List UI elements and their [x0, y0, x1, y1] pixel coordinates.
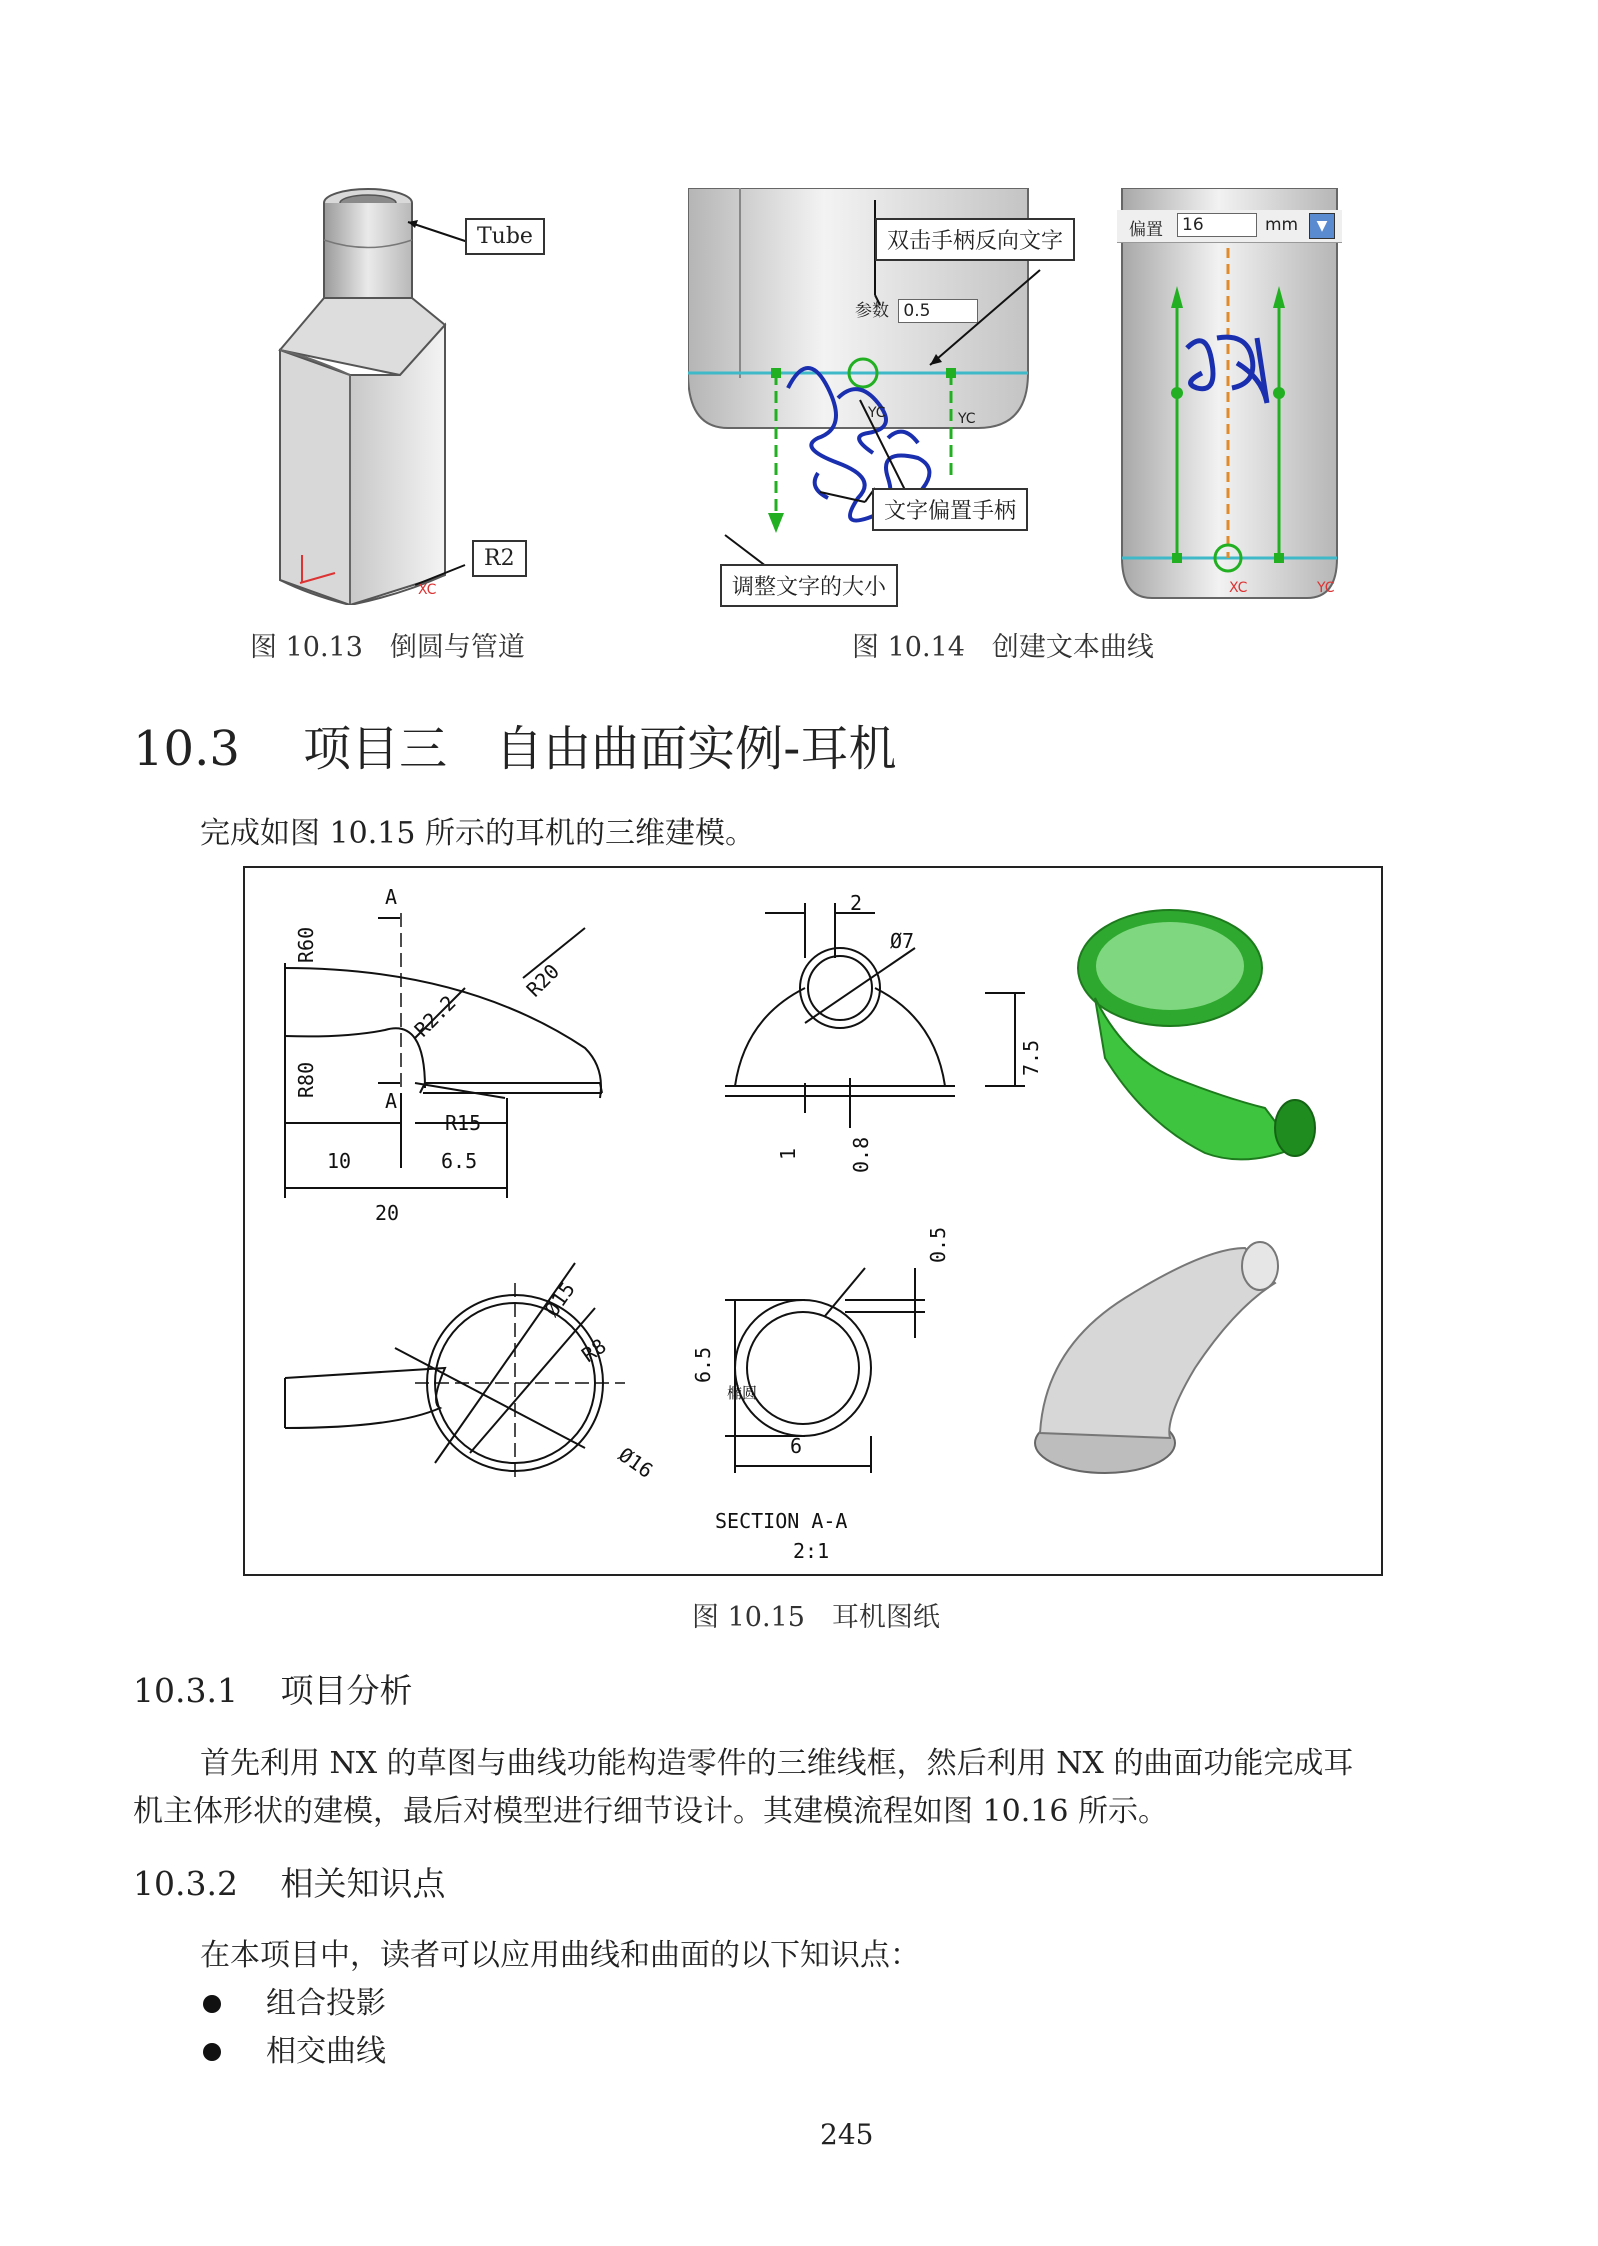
- offset-text-model-image: [1117, 188, 1342, 608]
- subsection-number: 10.3.2: [133, 1864, 238, 1903]
- subsection-heading-10-3-2: [133, 1858, 445, 1905]
- dim-r15: R15: [445, 1111, 482, 1135]
- fig-10-14-leaders: [700, 200, 1120, 620]
- dim-r20: R20: [521, 959, 565, 1002]
- figure-10-13-caption: 图 10.13 倒圆与管道: [250, 632, 525, 663]
- dim-r60: R60: [294, 926, 318, 963]
- offset-value-input[interactable]: 16: [1177, 213, 1257, 237]
- page-number: 245: [820, 2118, 874, 2151]
- dim-phi16: Ø16: [614, 1442, 658, 1483]
- xc-axis-label: XC: [418, 582, 437, 598]
- offset-toolbar: [1117, 210, 1342, 243]
- dim-a-top: A: [385, 885, 398, 909]
- section-scale: 2:1: [793, 1539, 830, 1563]
- dim-6-5-section: 6.5: [691, 1346, 715, 1383]
- dim-10: 10: [327, 1149, 352, 1173]
- callout-reverse-text: 双击手柄反向文字: [875, 218, 1075, 261]
- figure-10-15-caption: 图 10.15 耳机图纸: [692, 1602, 940, 1633]
- dim-2: 2: [850, 891, 863, 915]
- dim-7-5: 7.5: [1019, 1039, 1043, 1076]
- dim-6-5: 6.5: [441, 1149, 478, 1173]
- paragraph-analysis-line-2: 机主体形状的建模，最后对模型进行细节设计。其建模流程如图 10.16 所示。: [133, 1794, 1168, 1829]
- dim-0-5: 0.5: [926, 1226, 950, 1263]
- fig-10-13-leaders: [400, 210, 480, 590]
- subsection-title: 项目分析: [280, 1671, 413, 1710]
- paragraph-knowledge: 在本项目中，读者可以应用曲线和曲面的以下知识点：: [200, 1938, 920, 1973]
- dim-6: 6: [790, 1434, 803, 1458]
- callout-offset-handle: 文字偏置手柄: [872, 488, 1028, 531]
- param-value-input[interactable]: 0.5: [898, 299, 978, 323]
- dim-phi15: Ø15: [539, 1277, 580, 1321]
- xc-axis-label-right-panel: XC: [1229, 580, 1248, 596]
- yc-axis-label-right: YC: [958, 411, 976, 427]
- dim-a-bottom: A: [385, 1089, 398, 1113]
- figure-10-14-right: [1117, 188, 1342, 608]
- paragraph-analysis-line-1: 首先利用 NX 的草图与曲线功能构造零件的三维线框，然后利用 NX 的曲面功能完成耳: [200, 1746, 1354, 1781]
- param-label: 参数: [855, 301, 889, 321]
- subsection-title: 相关知识点: [280, 1864, 446, 1903]
- dim-ellipse: 椭圆: [727, 1384, 758, 1402]
- intro-paragraph: 完成如图 10.15 所示的耳机的三维建模。: [200, 816, 755, 851]
- dim-r2-2: R2.2: [409, 990, 461, 1042]
- section-title: 项目三 自由曲面实例-耳机: [303, 721, 897, 777]
- callout-tube: Tube: [465, 218, 545, 255]
- offset-unit: mm: [1265, 215, 1299, 235]
- green-model-image: [1078, 910, 1315, 1159]
- yc-axis-label-right-panel: YC: [1317, 580, 1335, 596]
- headphone-drawing: [245, 868, 1381, 1574]
- dim-r80: R80: [294, 1061, 318, 1098]
- dim-0-8: 0.8: [849, 1136, 873, 1173]
- figure-10-15: [243, 866, 1383, 1576]
- yc-axis-label-left: YC: [868, 405, 886, 421]
- dropdown-icon[interactable]: ▼: [1309, 213, 1335, 239]
- section-heading: [133, 710, 896, 779]
- bullet-item-1: 组合投影: [266, 1986, 386, 2021]
- dim-r8: R8: [577, 1333, 611, 1368]
- bullet-dot: [203, 2043, 221, 2061]
- figure-10-14-caption: 图 10.14 创建文本曲线: [852, 632, 1154, 663]
- subsection-number: 10.3.1: [133, 1671, 238, 1710]
- subsection-heading-10-3-1: [133, 1665, 412, 1712]
- dim-phi7: Ø7: [890, 929, 915, 953]
- callout-resize-text: 调整文字的大小: [720, 564, 898, 607]
- offset-label: 偏置: [1129, 220, 1163, 240]
- bullet-dot: [203, 1995, 221, 2013]
- section-number: 10.3: [133, 721, 240, 777]
- bullet-item-2: 相交曲线: [266, 2034, 386, 2069]
- dim-1: 1: [776, 1147, 800, 1160]
- section-label: SECTION A-A: [715, 1509, 848, 1533]
- dim-20: 20: [375, 1201, 400, 1225]
- grey-model-image: [1035, 1242, 1278, 1473]
- callout-r2: R2: [472, 540, 527, 577]
